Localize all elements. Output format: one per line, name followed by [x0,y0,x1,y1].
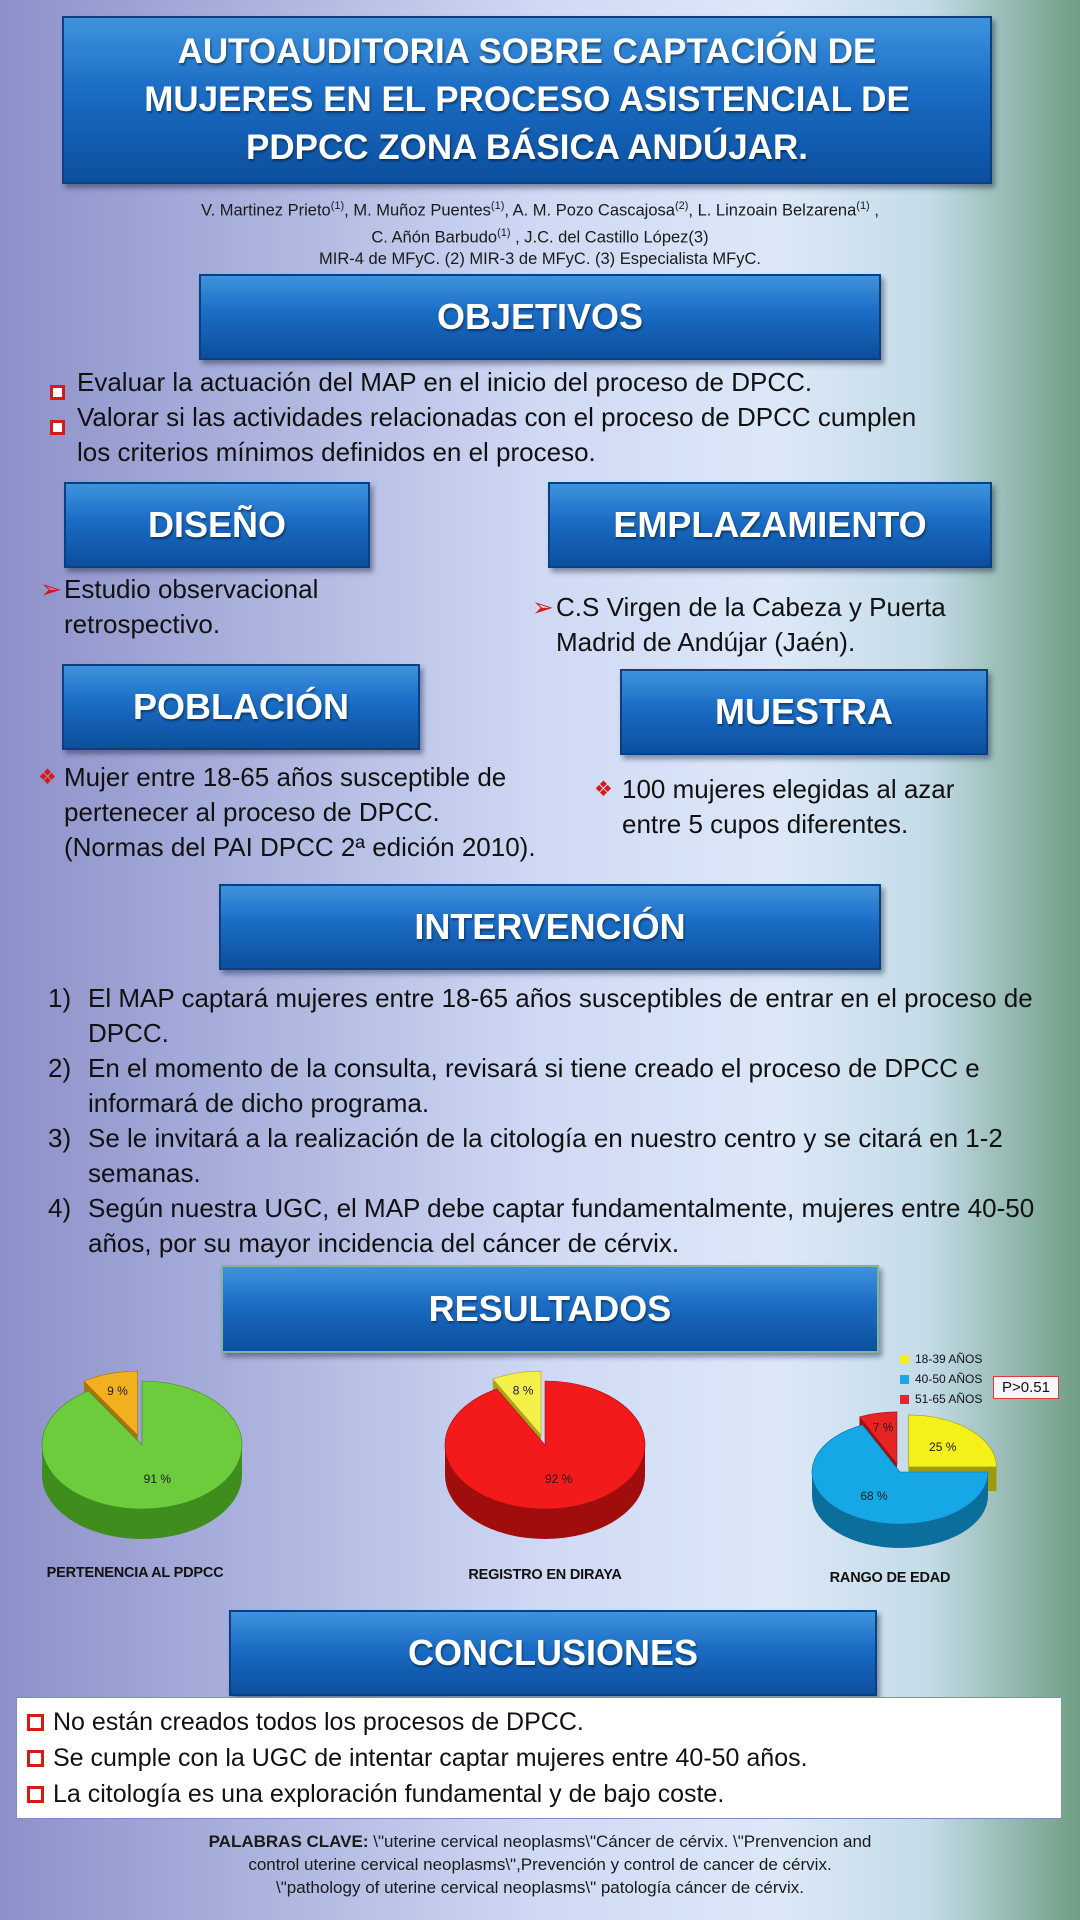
checkbox-bullet-icon [50,409,65,444]
diseno-heading: DISEÑO [64,482,370,568]
diamond-bullet-icon: ❖ [594,778,613,801]
title-line-3: PDPCC ZONA BÁSICA ANDÚJAR. [246,128,808,167]
pie-slice-label: 25 % [929,1439,957,1454]
title-line-2: MUJERES EN EL PROCESO ASISTENCIAL DE [144,80,910,119]
pie-slice-label: 7 % [872,1420,894,1435]
muestra-text: 100 mujeres elegidas al azar entre 5 cupos diferentes. [622,774,955,839]
conclusiones-box [16,1697,1062,1819]
chart-legend-rango-edad [900,1349,982,1409]
legend-item: 18-39 AÑOS [900,1349,982,1369]
authors-line-1: V. Martinez Prieto$^{(1)}$, M. Muñoz Puentes$^{(1)}$, A. M. Pozo Cascajosa$^{(2)}$, L. Linzoain Belzarena$^{(1)}$ , [201,200,879,220]
intervencion-heading: INTERVENCIÓN [219,884,881,970]
authors-line-2: C. Añón Barbudo$^{(1)}$ , J.C. del Castillo López(3) [371,226,709,246]
intervencion-list [48,981,1038,1261]
checkbox-bullet-icon [27,1714,44,1731]
objetivo-item: Evaluar la actuación del MAP en el inicio del proceso de DPCC. [50,365,1050,400]
chart-title-pertenencia: PERTENENCIA AL PDPCC [46,1565,224,1581]
pie-slice-label: 9 % [107,1383,128,1398]
objetivos-list [50,365,1050,470]
intervencion-item: 1) El MAP captará mujeres entre 18-65 años susceptibles de entrar en el proceso de DPCC. [48,983,1033,1048]
title-line-1: AUTOAUDITORIA SOBRE CAPTACIÓN DE [177,32,877,71]
pie-chart-rango-edad [775,1400,1025,1570]
poblacion-text-block [38,760,538,865]
authors-block [60,195,1020,270]
checkbox-bullet-icon [27,1786,44,1803]
p-value-badge: P>0.51 [993,1376,1059,1399]
legend-swatch [900,1395,909,1404]
conclusiones-heading: CONCLUSIONES [229,1610,877,1696]
diseno-text-block [40,572,370,642]
objetivos-heading: OBJETIVOS [199,274,881,360]
emplazamiento-text-block [532,590,1012,660]
pie-chart-registro [420,1350,680,1540]
diamond-bullet-icon: ❖ [38,766,57,789]
chart-title-registro: REGISTRO EN DIRAYA [468,1567,622,1583]
poblacion-text: Mujer entre 18-65 años susceptible de pertenecer al proceso de DPCC. (Normas del PAI DPCC 2ª edición 2010). [64,762,536,862]
pie-slice [445,1381,645,1509]
conclusion-item: No están creados todos los procesos de DPCC. [27,1704,1051,1740]
poster-title-banner [62,16,992,184]
resultados-heading: RESULTADOS [221,1265,879,1353]
legend-item: 51-65 AÑOS [900,1389,982,1409]
checkbox-bullet-icon [27,1750,44,1767]
legend-item: 40-50 AÑOS [900,1369,982,1389]
intervencion-item: 3) Se le invitará a la realización de la citología en nuestro centro y se citará en 1-2 semanas. [48,1123,1003,1188]
keywords-label: PALABRAS CLAVE: [208,1832,369,1851]
diseno-text: Estudio observacional retrospectivo. [64,574,319,639]
pie-slice-label: 8 % [512,1383,534,1398]
intervencion-item: 2) En el momento de la consulta, revisará si tiene creado el proceso de DPCC e informará de dicho programa. [48,1053,980,1118]
objetivo-item: Valorar si las actividades relacionadas con el proceso de DPCC cumplen los criterios mínimos definidos en el proceso. [50,400,937,470]
arrow-bullet-icon: ➢ [40,574,62,604]
pie-slice [42,1381,242,1509]
emplazamiento-text: C.S Virgen de la Cabeza y Puerta Madrid de Andújar (Jaén). [556,592,946,657]
pie-slice-label: 92 % [544,1472,573,1487]
pie-chart-pertenencia [20,1350,260,1540]
muestra-heading: MUESTRA [620,669,988,755]
conclusion-item: Se cumple con la UGC de intentar captar mujeres entre 40-50 años. [27,1740,1051,1776]
pie-slice-label: 91 % [143,1471,172,1486]
legend-swatch [900,1355,909,1364]
keywords-block: PALABRAS CLAVE: \"uterine cervical neoplasms\"Cáncer de cérvix. \"Prenvencion and control uterine cervical neoplasms\",Prevención y control de cancer de cérvix. \"pathology of uterine cervical neoplasms\" patología cáncer de cérvix. [208,1832,872,1897]
arrow-bullet-icon: ➢ [532,592,554,622]
pie-slice-label: 68 % [860,1489,888,1504]
intervencion-item: 4) Según nuestra UGC, el MAP debe captar fundamentalmente, mujeres entre 40-50 años, por su mayor incidencia del cáncer de cérvix. [48,1193,1035,1258]
affiliations: MIR-4 de MFyC. (2) MIR-3 de MFyC. (3) Especialista MFyC. [319,250,761,268]
emplazamiento-heading: EMPLAZAMIENTO [548,482,992,568]
muestra-text-block [594,772,1014,842]
legend-swatch [900,1375,909,1384]
chart-title-rango-edad: RANGO DE EDAD [829,1570,951,1586]
conclusion-item: La citología es una exploración fundamental y de bajo coste. [27,1776,1051,1812]
poblacion-heading: POBLACIÓN [62,664,420,750]
